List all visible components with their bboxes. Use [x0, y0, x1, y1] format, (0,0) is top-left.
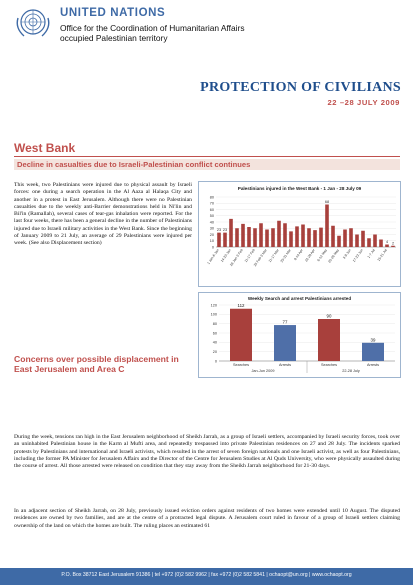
- data-bar: [367, 238, 371, 247]
- org-region: occupied Palestinian territory: [60, 33, 168, 43]
- data-bar: [313, 230, 317, 247]
- x-tick-label: 1 Jan-6 Jan: [206, 248, 220, 266]
- paragraph-eviction-orders: In an adjacent section of Sheikh Jarrah, on 28 July, previously issued eviction orders against residents of two homes were extended until 10 August. The disputed residences are owned by two families, and are at the centre of a protracted legal dispute. A Jerusalem court ruled in favour of a group of Israeli settlers claiming ownership of the land on which the homes are built. The ruling places an estimated 61: [14, 508, 400, 529]
- data-label: 2: [391, 241, 395, 246]
- data-label: 39: [370, 337, 376, 343]
- data-bar: [343, 230, 347, 248]
- data-bar: [223, 233, 227, 247]
- injuries-chart: [198, 181, 401, 287]
- search-arrest-chart: [198, 292, 401, 378]
- chart-title: Palestinians injured in the West Bank - 1 Jan - 28 July 09: [237, 186, 362, 191]
- data-bar: [283, 223, 287, 247]
- section-divider: [14, 156, 400, 157]
- y-tick-label: 70: [209, 201, 214, 206]
- y-tick-label: 120: [210, 303, 217, 308]
- data-bar: [289, 231, 293, 247]
- data-bar: [301, 225, 305, 248]
- group-label: Jan-Jun 2009: [251, 369, 275, 373]
- paragraph-sheikh-jarrah: During the week, tensions ran high in the East Jerusalem neighborhood of Sheikh Jarrah, as a group of Israeli settlers, accompanied by Israeli security forces, took over an uninhabited Palestinian house in the Karm al Mufti area, and repeatedly trespassed into private Palestinian residences on 27 and 28 July. The incidents sparked protests by Palestinians and international and Israeli activists, which resulted in the arrest of seven foreign nationals and one Israeli activist, as well as four Palestinians, including the former PA Minister for Jerusalem Affairs and the Director of the Centre for Jerusalem Studies at Al Quds University, who were physically assaulted during the course of arrest. All those arrested were released on condition that they stay away from the Sheikh Jarrah neighborhood for 21-30 days.: [14, 434, 400, 470]
- data-bar: [379, 240, 383, 248]
- x-tick-label: Searches: [320, 363, 338, 367]
- data-bar: [349, 228, 353, 247]
- x-tick-label: 3-9 Jun: [342, 248, 352, 260]
- y-tick-label: 60: [212, 331, 217, 336]
- y-tick-label: 20: [209, 232, 214, 237]
- document-header: [0, 0, 413, 52]
- data-bar: [229, 219, 233, 247]
- org-name: UNITED NATIONS: [60, 7, 166, 19]
- report-date: 22 –28 JULY 2009: [327, 98, 400, 107]
- data-bar: [331, 226, 335, 247]
- x-tick-label: 22-28 Apr: [304, 248, 316, 263]
- data-label: 90: [326, 313, 332, 319]
- chart-title: Weekly Search and arrest Palestinians arrested: [247, 296, 352, 301]
- data-bar: [361, 231, 365, 247]
- data-bar: [325, 205, 329, 248]
- x-tick-label: 1-7 Jul: [366, 248, 376, 259]
- x-tick-label: 11-17 Mar: [267, 248, 280, 264]
- data-bar: [319, 228, 323, 247]
- data-bar: [355, 235, 359, 248]
- section-subtitle: Decline in casualties due to Israeli-Palestinian conflict continues: [17, 160, 251, 169]
- x-tick-label: 14-20 Jan: [219, 248, 232, 263]
- x-tick-label: 20-26 May: [327, 248, 340, 264]
- data-label: 68: [324, 200, 330, 204]
- data-bar: [217, 233, 221, 247]
- y-tick-label: 60: [209, 207, 214, 212]
- data-bar: [373, 235, 377, 248]
- data-bar: [385, 245, 389, 248]
- y-tick-label: 80: [212, 321, 217, 326]
- data-bar: [391, 246, 395, 247]
- y-tick-label: 100: [210, 312, 217, 317]
- data-label: 112: [237, 303, 245, 309]
- y-tick-label: 40: [209, 220, 214, 225]
- un-emblem-icon: [12, 6, 54, 42]
- report-title: PROTECTION OF CIVILIANS: [200, 80, 401, 95]
- data-bar: [247, 227, 251, 247]
- y-tick-label: 30: [209, 226, 214, 231]
- y-tick-label: 0: [214, 359, 217, 364]
- x-tick-label: 28 Jan-3 Feb: [229, 248, 244, 267]
- data-bar: [307, 228, 311, 247]
- data-bar: [230, 309, 252, 361]
- data-bar: [295, 226, 299, 247]
- data-bar: [241, 224, 245, 247]
- x-tick-label: Searches: [232, 363, 250, 367]
- injuries-chart-plot: [199, 182, 402, 288]
- x-tick-label: Arrests: [366, 363, 380, 367]
- data-label: 23: [222, 228, 228, 233]
- data-bar: [337, 236, 341, 247]
- data-bar: [274, 325, 296, 361]
- x-tick-label: 8-14 Apr: [293, 248, 304, 262]
- section-title: West Bank: [14, 141, 76, 155]
- data-label: 4: [385, 240, 389, 244]
- y-tick-label: 40: [212, 340, 217, 345]
- data-bar: [253, 228, 257, 247]
- x-tick-label: 6-12 May: [316, 248, 328, 263]
- x-tick-label: Arrests: [278, 363, 292, 367]
- org-subtitle: Office for the Coordination of Humanitarian Affairs: [60, 23, 245, 33]
- data-bar: [277, 221, 281, 247]
- concerns-heading: Concerns over possible displacement in East Jerusalem and Area C: [14, 354, 179, 374]
- data-bar: [235, 228, 239, 247]
- body-paragraph: This week, two Palestinians were injured due to physical assault by Israeli forces: one during a search operation in the Al Aaza al Halaqa City and another in a protest in East Jerusalem. Although there were no Palestinian casualties due to the weekly anti-Barrier demonstrations held in Ni'lin and Bil'in (Ramallah), several cases of tear-gas inhalation were reported. For the last four weeks, there has been a general decline in the number of Palestinians injured due to Israeli military activities in the West Bank. Since the beginning of January 2009 to 21 July, an average of 29 Palestinians were injured per week. (See also Displacement section): [14, 182, 192, 247]
- y-tick-label: 50: [209, 214, 214, 219]
- data-bar: [265, 230, 269, 248]
- data-bar: [259, 223, 263, 247]
- y-tick-label: 80: [209, 195, 214, 200]
- footer-contact-text: P.O. Box 38712 East Jerusalem 91386 | tel +972 (0)2 582 9962 | fax +972 (0)2 582 5841 | ochaopt@un.org | www.ochaopt.org: [61, 572, 352, 578]
- data-label: 23: [216, 228, 222, 233]
- x-tick-label: 15-21 Jul: [376, 248, 388, 263]
- data-bar: [271, 228, 275, 247]
- group-label: 22-28 July: [342, 369, 360, 373]
- data-label: 77: [282, 319, 288, 325]
- footer: [0, 568, 413, 585]
- x-tick-label: 11-17 Feb: [243, 248, 256, 264]
- data-bar: [318, 319, 340, 361]
- y-tick-label: 10: [209, 239, 214, 244]
- x-tick-label: 25 Feb-3 Mar: [252, 248, 268, 268]
- section-body-text: [14, 182, 192, 248]
- x-tick-label: 17-23 Jun: [351, 248, 364, 263]
- y-tick-label: 0: [211, 245, 214, 250]
- x-tick-label: 25-31 Mar: [279, 248, 292, 264]
- y-tick-label: 20: [212, 349, 217, 354]
- data-bar: [362, 343, 384, 361]
- search-arrest-chart-plot: [199, 293, 402, 379]
